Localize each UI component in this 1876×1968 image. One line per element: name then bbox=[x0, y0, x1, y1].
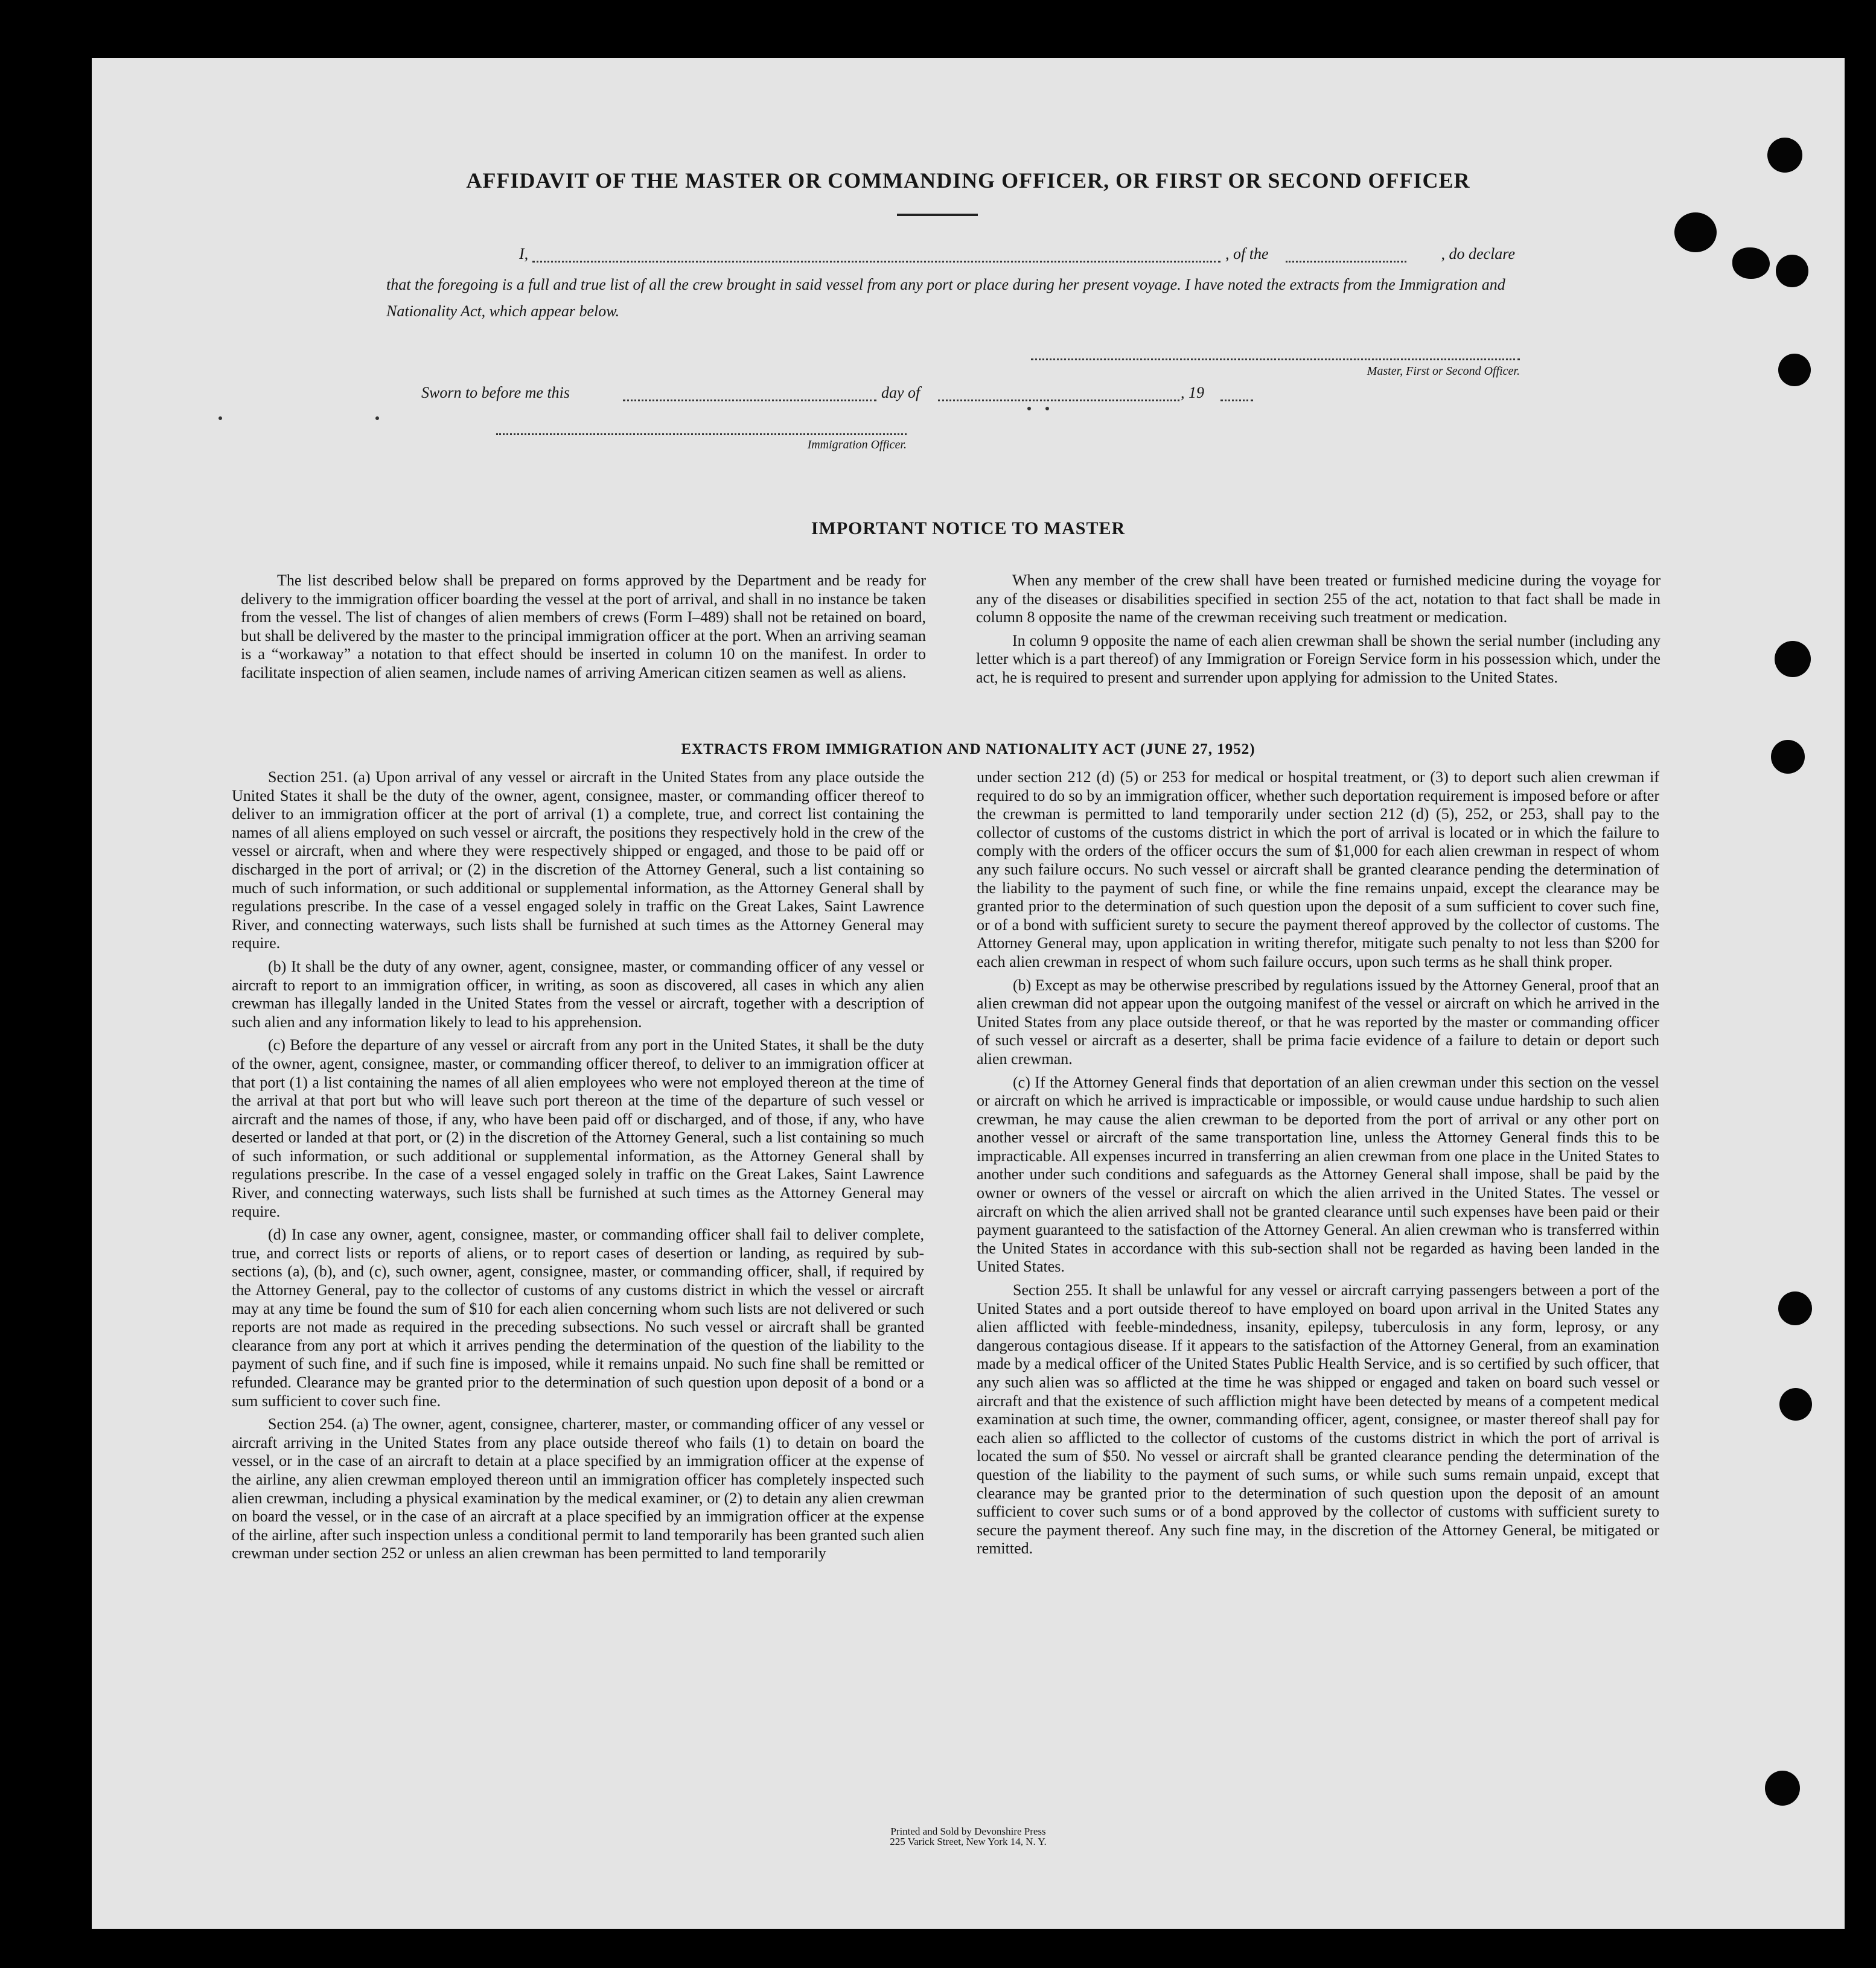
section-251-d: (d) In case any owner, agent, consignee, master, or commanding officer shall fail to deliver complete, true, and correct lists or reports of aliens, or to report cases of desertion or landing, as required by sub-sections (a), (b), and (c), such owner, agent, consignee, master, or commanding officer, shall, if required by the Attorney General, pay to the collector of customs of any customs district in which the vessel or aircraft may at any time be found the sum of $10 for each alien concerning whom such lists are not delivered or such reports are not made as required in the preceding subsections. No such vessel or aircraft shall be granted clearance from any port at which it arrives pending the determination of the question of the liability to the payment of such fine, and if such fine is imposed, while it remains unpaid. No such fine shall be remitted or refunded. Clearance may be granted prior to the determination of such question upon deposit of a bond or a sum sufficient to cover such fine. bbox=[232, 1226, 924, 1410]
notice-left-column bbox=[241, 572, 926, 687]
imprint-line-1: Printed and Sold by Devonshire Press bbox=[890, 1826, 1046, 1837]
extracts-left-column bbox=[232, 768, 924, 1568]
punch-hole bbox=[1765, 1771, 1800, 1806]
paper-speck bbox=[375, 416, 379, 420]
paper-speck bbox=[1045, 407, 1049, 410]
sworn-day-field[interactable] bbox=[623, 400, 876, 401]
section-254-a-continued: under section 212 (d) (5) or 253 for medical or hospital treatment, or (3) to deport such alien crewman if required to do so by an immigration officer, whether such deportation requirement is imposed before or after the crewman is permitted to land temporarily under section 212 (d) (5), 252, or 253, shall pay to the collector of customs of the customs district in which the port of arrival is located or in which the failure to comply with the orders of the officer occurs the sum of $1,000 for each alien crewman in respect of whom any such failure occurs. No such vessel or aircraft shall be granted clearance pending the determination of the liability to the payment of such fine, or while the fine remains unpaid, except the clearance may be granted prior to the determination of such question upon the deposit of a sum sufficient to cover such fine, or of a bond with sufficient surety to secure the payment thereof approved by the collector of customs. The Attorney General may, upon application in writing therefor, mitigate such penalty to not less than $200 for each alien crewman in respect of whom such failure occurs, upon such terms as he shall think proper. bbox=[977, 768, 1659, 970]
immigration-officer-signature-field[interactable] bbox=[496, 433, 907, 435]
declaration-mid: , of the bbox=[1225, 245, 1269, 263]
punch-hole bbox=[1771, 740, 1805, 774]
notice-paragraph: In column 9 opposite the name of each alien crewman shall be shown the serial number (including any letter which is a part thereof) of any Immigration or Foreign Service form in his possession which, under the act, he is required to present and surrender upon applying for admission to the United States. bbox=[976, 631, 1661, 686]
notice-paragraph: When any member of the crew shall have been treated or furnished medicine during the voyage for any of the diseases or disabilities specified in section 255 of the act, notation to that fact shall be made in column 8 opposite the name of the crewman receiving such treatment or medication. bbox=[976, 572, 1661, 626]
extracts-right-column bbox=[977, 768, 1659, 1563]
affidavit-title: AFFIDAVIT OF THE MASTER OR COMMANDING OFFICER, OR FIRST OR SECOND OFFICER bbox=[466, 168, 1470, 193]
punch-hole bbox=[1778, 354, 1811, 386]
printer-imprint bbox=[92, 1826, 1845, 1847]
punch-hole bbox=[1776, 255, 1808, 287]
section-251-c: (c) Before the departure of any vessel or aircraft from any port in the United States, it shall be the duty of the owner, agent, consignee, master, or commanding officer thereof, to deliver to an immigration officer at that port (1) a list containing the names of all alien employees who were not employed thereon at the time of the arrival at that port but who will leave such port thereon at the time of the departure of such vessel or aircraft and the names of those, if any, who have been paid off or discharged, and of those, if any, who have deserted or landed at that port, or (2) in the discretion of the Attorney General, such a list containing so much of such information, or such additional or supplemental information, as the Attorney General shall by regulations prescribe. In the case of a vessel engaged solely in traffic on the Great Lakes, Saint Lawrence River, and connecting waterways, such lists shall be furnished at such times as the Attorney General may require. bbox=[232, 1036, 924, 1220]
punch-hole bbox=[1778, 1291, 1812, 1325]
punch-hole bbox=[1732, 247, 1770, 279]
sworn-year-field[interactable] bbox=[1220, 400, 1253, 401]
imprint-line-2: 225 Varick Street, New York 14, N. Y. bbox=[890, 1836, 1047, 1847]
title-rule bbox=[897, 214, 978, 216]
sworn-year-label: , 19 bbox=[1181, 384, 1204, 401]
master-signature-label: Master, First or Second Officer. bbox=[1367, 365, 1520, 378]
sworn-prefix: Sworn to before me this bbox=[421, 384, 570, 401]
section-254-b: (b) Except as may be otherwise prescribed by regulations issued by the Attorney General, proof that an alien crewman did not appear upon the outgoing manifest of the vessel or aircraft on which he arrived in the United States from any place outside thereof, or that he was reported by the master or commanding officer of such vessel or aircraft as a deserter, shall be prima facie evidence of a failure to detain or deport such alien crewman. bbox=[977, 976, 1659, 1068]
sworn-day-label: day of bbox=[881, 384, 920, 401]
punch-hole bbox=[1767, 138, 1802, 173]
notice-title: IMPORTANT NOTICE TO MASTER bbox=[811, 518, 1126, 538]
declaration-body: that the foregoing is a full and true list of all the crew brought in said vessel from any port or place during her present voyage. I have noted the extracts from the Immigration and Nationality Act, which appear below. bbox=[386, 276, 1505, 320]
sworn-month-field[interactable] bbox=[938, 400, 1179, 401]
punch-hole bbox=[1674, 212, 1717, 252]
notice-paragraph: The list described below shall be prepared on forms approved by the Department and be ready for delivery to the immigration officer boarding the vessel at the port of arrival, and shall in no instance be taken from the vessel. The list of changes of alien members of crews (Form I–489) shall not be retained on board, but shall be delivered by the master to the principal immigration officer at the port. When an arriving seaman is a “workaway” a notation to that effect should be inserted in column 10 on the manifest. In order to facilitate inspection of alien seamen, include names of arriving American citizen seamen as well as aliens. bbox=[241, 572, 926, 681]
declarant-name-field[interactable] bbox=[532, 261, 1220, 263]
vessel-name-field[interactable] bbox=[1286, 261, 1406, 263]
punch-hole bbox=[1775, 641, 1811, 677]
section-251-a: Section 251. (a) Upon arrival of any vessel or aircraft in the United States from any place outside the United States it shall be the duty of the owner, agent, consignee, master, or commanding officer thereof to deliver to an immigration officer at the port of arrival (1) a complete, true, and correct list containing the names of all aliens employed on such vessel or aircraft, the positions they respectively hold in the crew of the vessel or aircraft, when and where they were respectively shipped or engaged, and those to be paid off or discharged in the port of arrival; or (2) in the discretion of the Attorney General, such a list containing so much of such information, or such additional or supplemental information, as the Attorney General shall by regulations prescribe. In the case of a vessel engaged solely in traffic on the Great Lakes, Saint Lawrence River, and connecting waterways, such lists shall be furnished at such times as the Attorney General may require. bbox=[232, 768, 924, 952]
section-254-c: (c) If the Attorney General finds that deportation of an alien crewman under this section on the vessel or aircraft on which he arrived is impracticable or impossible, or would cause undue hardship to such alien crewman, he may cause the alien crewman to be deported from the port of arrival or any other port on another vessel or aircraft of the same transportation line, unless the Attorney General finds this to be impracticable. All expenses incurred in transferring an alien crewman from one place in the United States to another under such conditions and safeguards as the Attorney General shall impose, shall be paid by the owner or owners of the vessel or aircraft on which the alien arrived in the United States. The vessel or aircraft on which the alien arrived shall not be granted clearance until such expenses have been paid or their payment guaranteed to the satisfaction of the Attorney General. An alien crewman who is transferred within the United States in accordance with this sub-section shall not be regarded as having been landed in the United States. bbox=[977, 1073, 1659, 1276]
notice-right-column bbox=[976, 572, 1661, 692]
paper-speck bbox=[1027, 407, 1031, 410]
master-signature-field[interactable] bbox=[1031, 358, 1520, 360]
extracts-title: EXTRACTS FROM IMMIGRATION AND NATIONALITY ACT (JUNE 27, 1952) bbox=[681, 741, 1255, 757]
paper-speck bbox=[219, 416, 222, 420]
punch-hole bbox=[1779, 1388, 1812, 1421]
section-254-a: Section 254. (a) The owner, agent, consignee, charterer, master, or commanding officer of any vessel or aircraft arriving in the United States from any place outside thereof who fails (1) to detain on board the vessel, or in the case of an aircraft to detain at a place specified by an immigration officer at the expense of the airline, any alien crewman employed thereon until an immigration officer has completely inspected such alien crewman, including a physical examination by the medical examiner, or (2) to detain any alien crewman on board the vessel, or in the case of an aircraft at a place specified by an immigration officer at the expense of the airline, after such inspection unless a conditional permit to land temporarily has been granted such alien crewman under section 252 or unless an alien crewman has been permitted to land temporarily bbox=[232, 1415, 924, 1562]
declaration-prefix: I, bbox=[519, 245, 529, 263]
immigration-officer-label: Immigration Officer. bbox=[807, 438, 907, 451]
declaration-suffix: , do declare bbox=[1441, 245, 1515, 263]
section-255: Section 255. It shall be unlawful for any vessel or aircraft carrying passengers between a port of the United States and a port outside thereof to have employed on board upon arrival in the United States any alien afflicted with feeble-mindedness, insanity, epilepsy, tuberculosis in any form, leprosy, or any dangerous contagious disease. If it appears to the satisfaction of the Attorney General, from an examination made by a medical officer of the United States Public Health Service, and is so certified by such officer, that any such alien was so afflicted at the time he was shipped or engaged and taken on board such vessel or aircraft and that the existence of such affliction might have been detected by means of a competent medical examination at such time, the owner, commanding officer, agent, consignee, or master thereof shall pay for each alien so afflicted to the collector of customs of the customs district in which the port of arrival is located the sum of $50. No vessel or aircraft shall be granted clearance pending the determination of the question of the liability to the payment of such sums, or while such sums remain unpaid, except that clearance may be granted prior to the determination of such question upon the deposit of an amount sufficient to cover such sums or of a bond approved by the collector of customs with sufficient surety to secure the payment thereof. Any such fine may, in the discretion of the Attorney General, be mitigated or remitted. bbox=[977, 1281, 1659, 1558]
document-page bbox=[92, 58, 1845, 1929]
section-251-b: (b) It shall be the duty of any owner, agent, consignee, master, or commanding officer of any vessel or aircraft to report to an immigration officer, in writing, as soon as discovered, all cases in which any alien crewman has illegally landed in the United States from the vessel or aircraft, together with a description of such alien and any information likely to lead to his apprehension. bbox=[232, 957, 924, 1031]
